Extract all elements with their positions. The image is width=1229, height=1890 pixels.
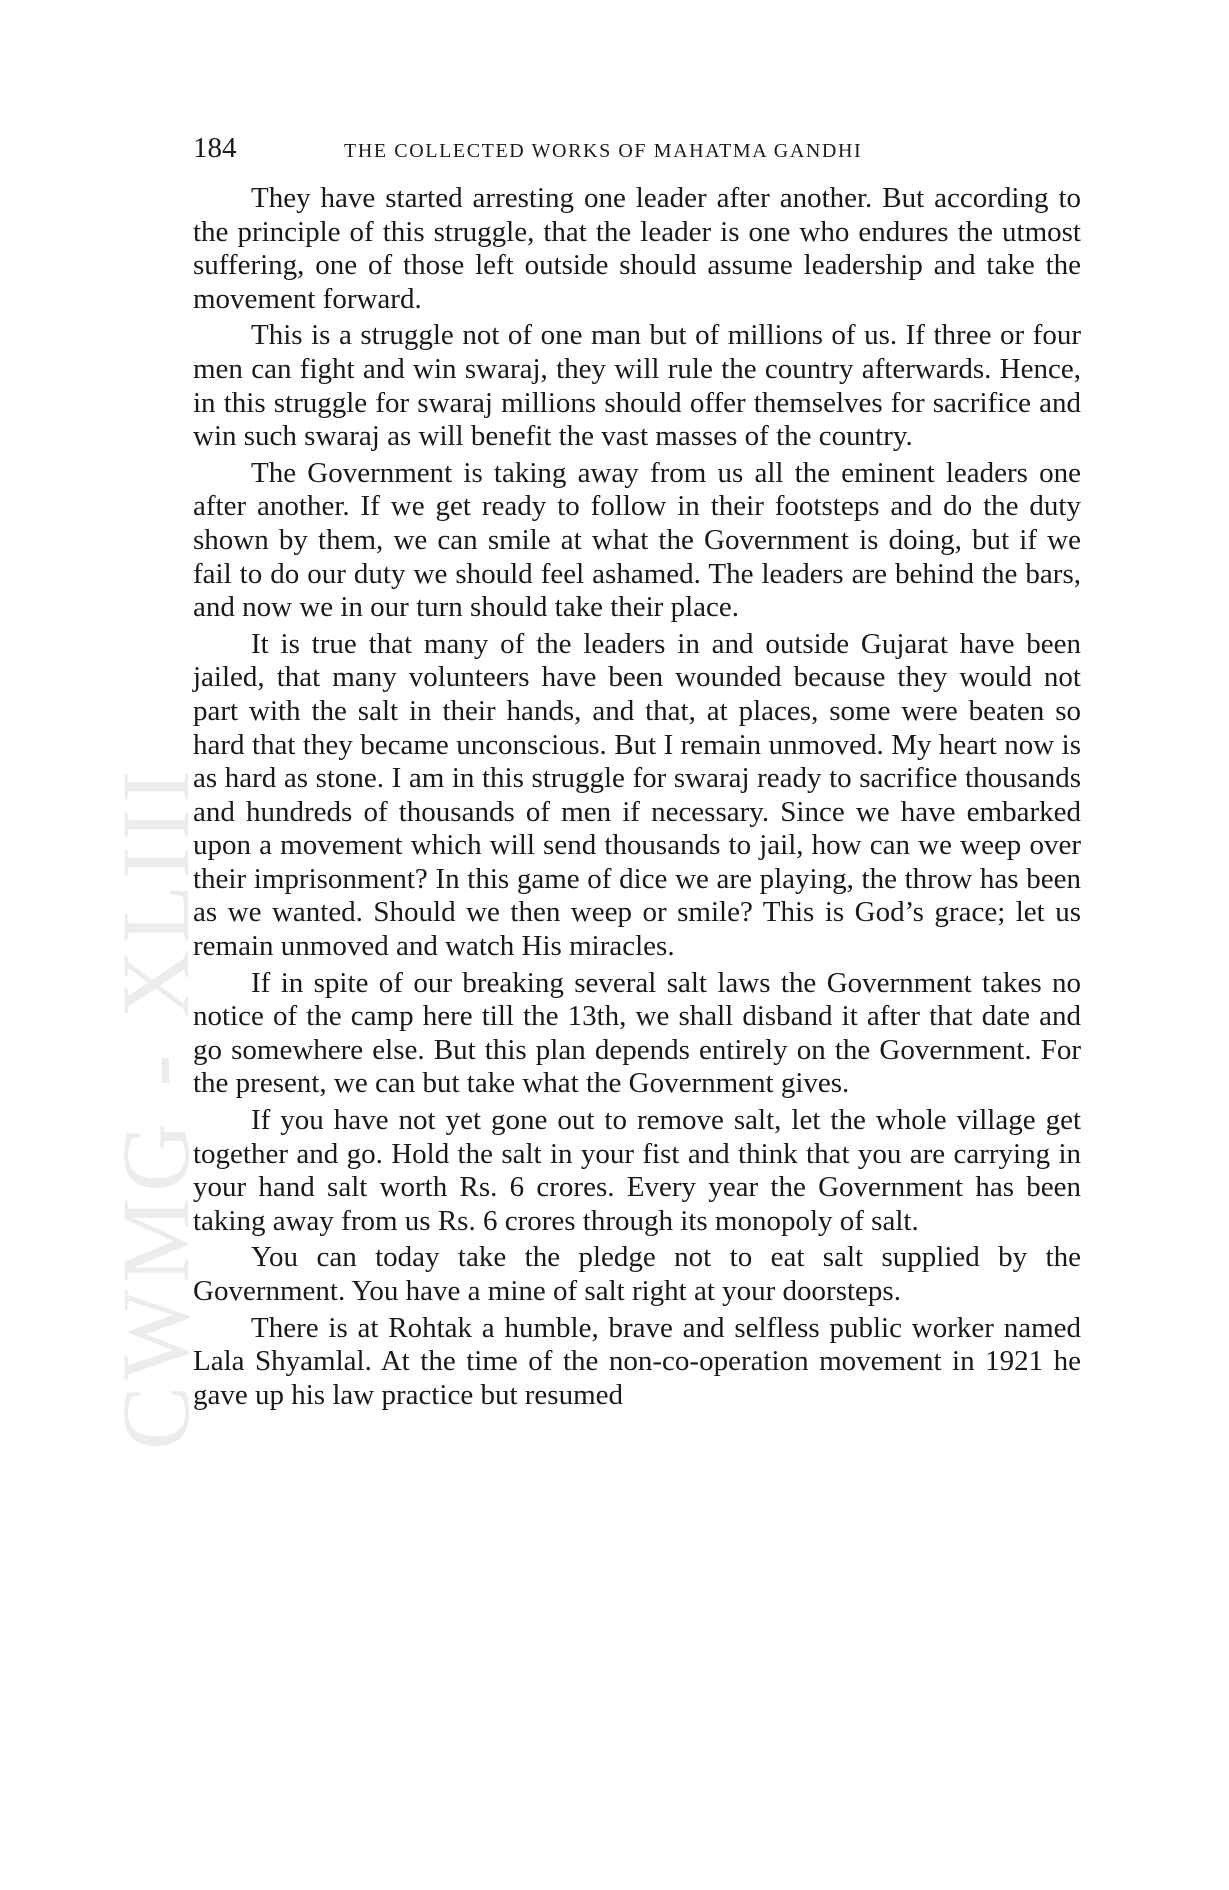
watermark-text: CWMG - XLIII [102,764,209,1450]
watermark-graphic [102,450,209,1450]
page-number: 184 [193,132,237,164]
body-text [193,182,1081,1415]
paragraph: If you have not yet gone out to remove salt, let the whole village get together and go. Hold the salt in your fist and think that you are carrying in your hand salt worth Rs. 6 crores. Every year the Government has been taking away from us Rs. 6 crores through its monopoly of salt. [193,1104,1081,1237]
paragraph: The Government is taking away from us all the eminent leaders one after another. If we get ready to follow in their footsteps and do the duty shown by them, we can smile at what the Government is doing, but if we fail to do our duty we should feel ashamed. The leaders are behind the bars, and now we in our turn should take their place. [193,456,1081,624]
paragraph: If in spite of our breaking several salt laws the Government takes no notice of the camp here till the 13th, we shall disband it after that date and go somewhere else. But this plan depends entirely on the Government. For the present, we can but take what the Government gives. [193,966,1081,1100]
page-header [193,128,1081,168]
running-title: THE COLLECTED WORKS OF MAHATMA GANDHI [344,140,863,162]
watermark [102,450,209,1450]
paragraph: This is a struggle not of one man but of millions of us. If three or four men can fight and win swaraj, they will rule the country afterwards. Hence, in this struggle for swaraj millions should offer themselves for sacrifice and win such swaraj as will benefit the vast masses of the country. [193,319,1081,453]
paragraph: They have started arresting one leader after another. But according to the principle of this struggle, that the leader is one who endures the utmost suffering, one of those left outside should assume leadership and take the movement forward. [193,182,1081,315]
paragraph: You can today take the pledge not to eat salt supplied by the Government. You have a mine of salt right at your doorsteps. [193,1241,1081,1307]
paragraph: It is true that many of the leaders in and outside Gujarat have been jailed, that many volunteers have been wounded because they would not part with the salt in their hands, and that, at places, some were beaten so hard that they became unconscious. But I remain unmoved. My heart now is as hard as stone. I am in this struggle for swaraj ready to sacrifice thousands and hundreds of thousands of men if necessary. Since we have embarked upon a movement which will send thousands to jail, how can we weep over their imprisonment? In this game of dice we are playing, the throw has been as we wanted. Should we then weep or smile? This is God’s grace; let us remain unmoved and watch His miracles. [193,627,1081,963]
paragraph: There is at Rohtak a humble, brave and selfless public worker named Lala Shyamlal. At the time of the non-co-operation movement in 1921 he gave up his law practice but resumed [193,1311,1081,1411]
